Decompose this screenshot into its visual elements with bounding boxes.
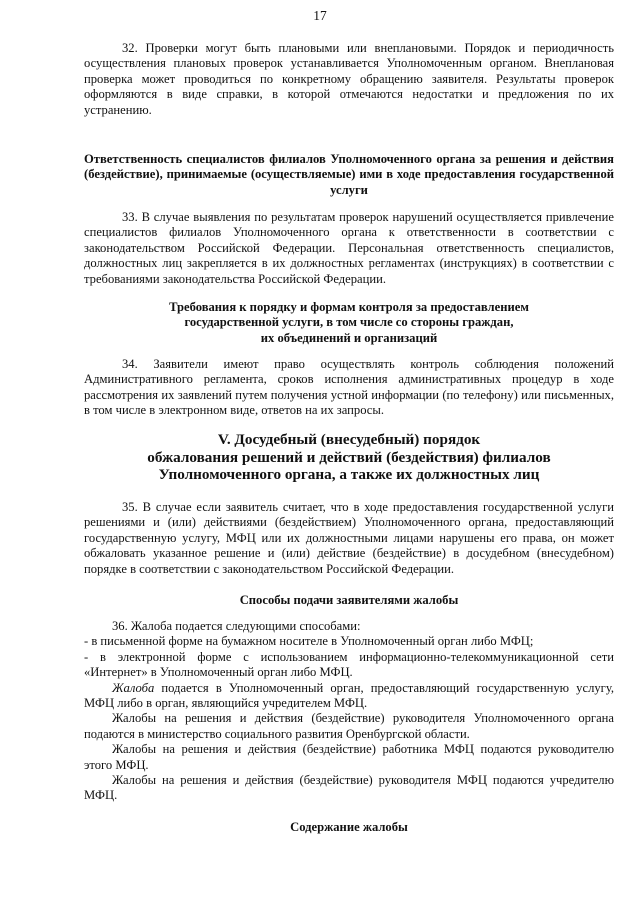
heading-complaint-content xyxy=(84,820,614,835)
paragraph-33-text: 33. В случае выявления по результатам проверок нарушений осуществляется привлечение специалистов филиалов Уполномоченного органа к ответственности в соответствии с законодательством Российской Федерации. Персональная ответственность специалистов, должностных лиц закрепляется в их должностных регламентах (инструкциях) в соответствии с требованиями законодательства Российской Федерации. xyxy=(84,210,614,286)
heading-control-line-1: Требования к порядку и формам контроля за предоставлением xyxy=(169,300,529,314)
paragraph-36-complaint xyxy=(84,681,614,712)
page-number: 17 xyxy=(313,8,327,23)
paragraph-36-item-electronic: - в электронной форме с использованием информационно-телекоммуникационной сети «Интернет» в Уполномоченный орган либо МФЦ. xyxy=(84,649,614,680)
paragraph-36-mfc-worker: Жалобы на решения и действия (бездействие) работника МФЦ подаются руководителю этого МФЦ. xyxy=(84,742,614,772)
heading-responsibility xyxy=(84,152,614,198)
paragraph-36-head-complaints: Жалобы на решения и действия (бездействие) руководителя Уполномоченного органа подаются в министерство социального развития Оренбургской области. xyxy=(84,711,614,741)
section-v-heading xyxy=(84,431,614,484)
complaint-rest: подается в Уполномоченный орган, предоставляющий государственную услугу, МФЦ либо в орган, являющийся учредителем МФЦ. xyxy=(84,680,614,711)
heading-submission-ways xyxy=(84,593,614,608)
paragraph-35 xyxy=(84,500,614,577)
heading-control-line-3: их объединений и организаций xyxy=(260,330,438,345)
paragraph-36-intro: 36. Жалоба подается следующими способами: xyxy=(112,619,361,633)
paragraph-33 xyxy=(84,210,614,287)
section-v-line-3: Уполномоченного органа, а также их должностных лиц xyxy=(158,466,540,484)
paragraph-36 xyxy=(84,619,614,804)
heading-complaint-content-text: Содержание жалобы xyxy=(290,820,408,834)
paragraph-34 xyxy=(84,357,614,419)
paragraph-32-text: 32. Проверки могут быть плановыми или внеплановыми. Порядок и периодичность осуществления плановых проверок устанавливается Уполномоченным органом. Внеплановая проверка может проводиться по конкретному обращению заявителя. Результаты проверок оформляются в виде справки, в которой отмечаются недостатки и предложения по их устранению. xyxy=(84,41,614,117)
paragraph-35-text: 35. В случае если заявитель считает, что в ходе предоставления государственной услуги решениями и (или) действиями (бездействием) Уполномоченного органа, предоставляющий государственную услугу, МФЦ или их должностными лицами нарушены его права, он может обжаловать указанное решение и (или) действие (бездействие) в досудебном (внесудебном) порядке в соответствии с законодательством Российской Федерации. xyxy=(84,500,614,576)
paragraph-34-text: 34. Заявители имеют право осуществлять контроль соблюдения положений Административного регламента, сроков исполнения административных процедур в ходе рассмотрения их заявлений путем получения устной информации (по телефону) или письменных, в том числе в электронном виде, ответов на их запросы. xyxy=(84,357,614,418)
heading-responsibility-text: Ответственность специалистов филиалов Уполномоченного органа за решения и действия (бездействие), принимаемые (осуществляемые) ими в ходе предоставления государственной услуги xyxy=(84,152,614,197)
complaint-term: Жалоба xyxy=(112,680,155,695)
heading-control-requirements xyxy=(84,300,614,346)
section-v-line-1: V. Досудебный (внесудебный) порядок xyxy=(217,431,481,448)
heading-submission-ways-text: Способы подачи заявителями жалобы xyxy=(239,593,459,607)
heading-control-line-2: государственной услуги, в том числе со стороны граждан, xyxy=(184,315,514,330)
section-v-line-2: обжалования решений и действий (бездействия) филиалов xyxy=(147,448,551,466)
paragraph-36-item-paper: - в письменной форме на бумажном носителе в Уполномоченный орган либо МФЦ; xyxy=(84,634,534,649)
paragraph-36-mfc-head: Жалобы на решения и действия (бездействие) руководителя МФЦ подаются учредителю МФЦ. xyxy=(84,773,614,803)
paragraph-32 xyxy=(84,41,614,118)
